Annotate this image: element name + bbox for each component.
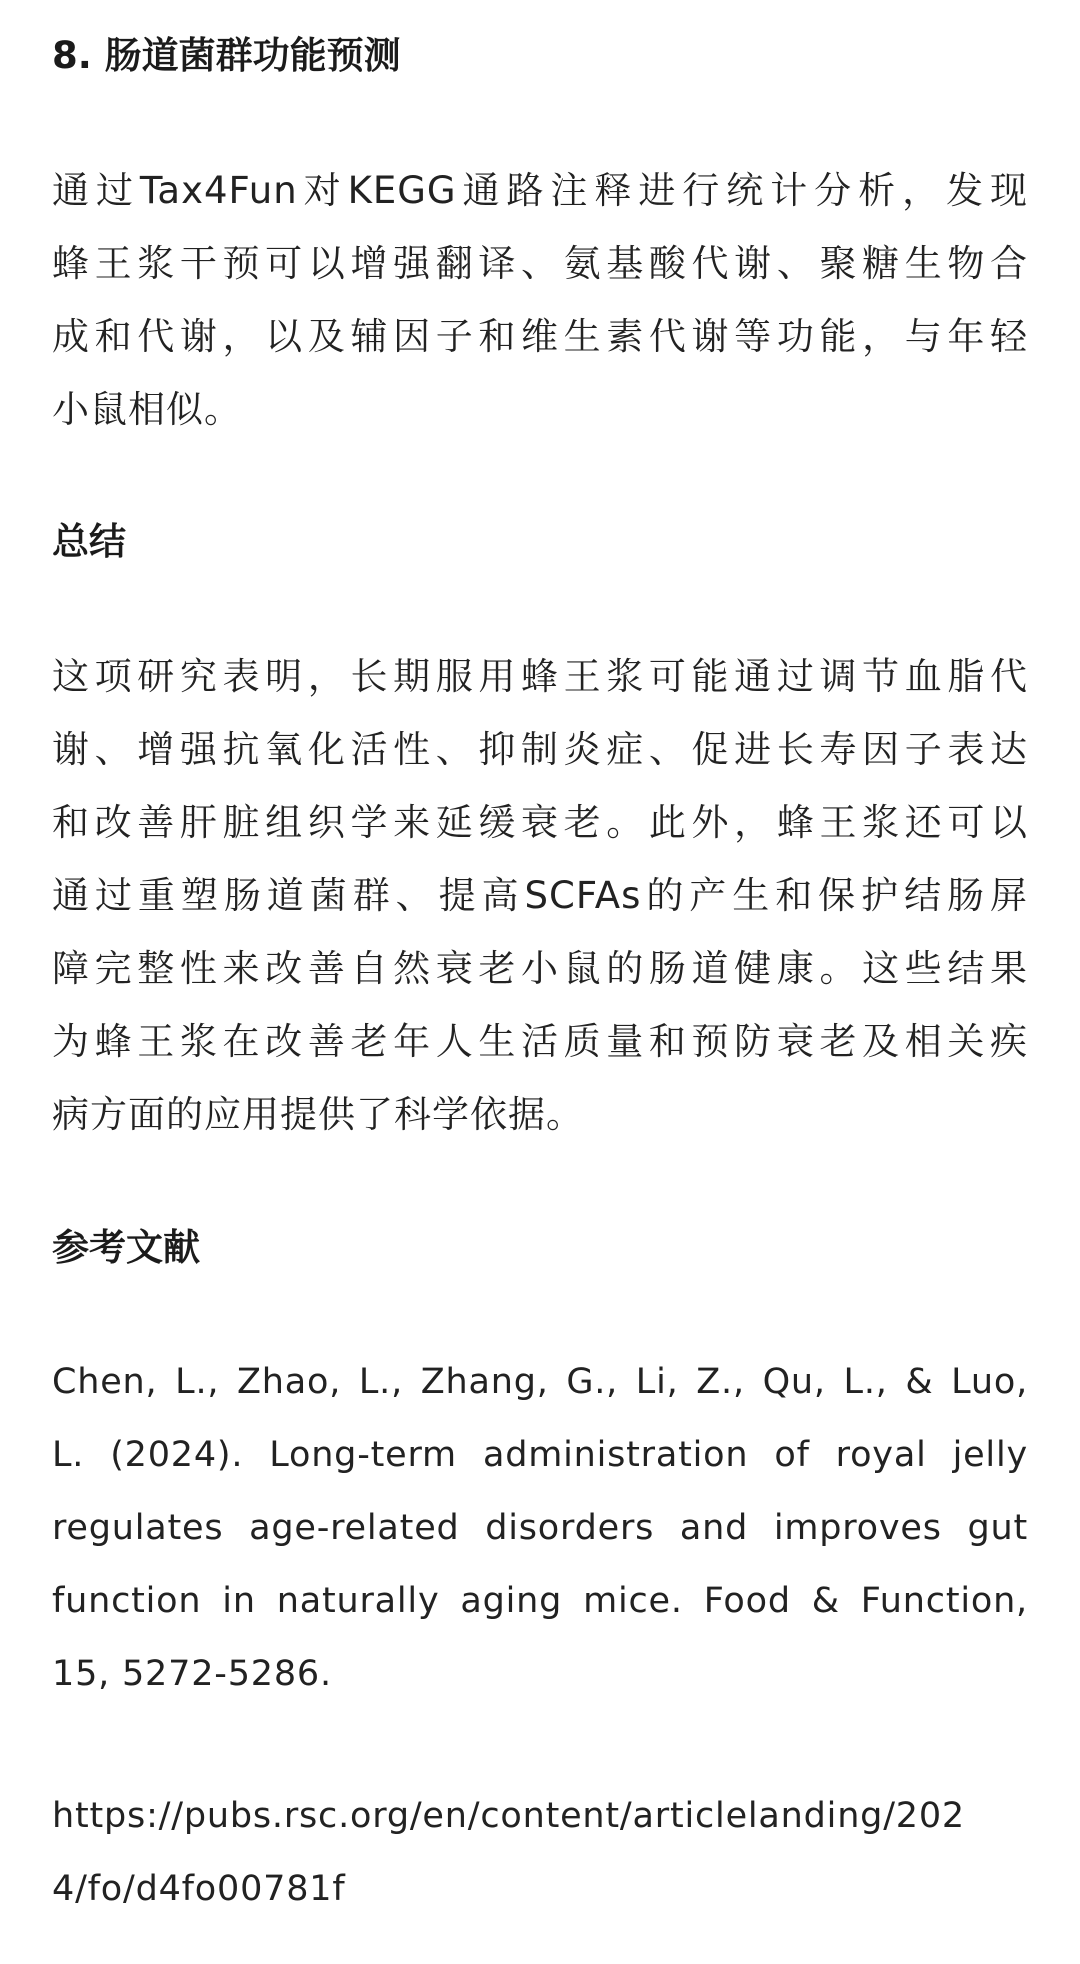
paragraph-line: 通过重塑肠道菌群、提高SCFAs的产生和保护结肠屏 — [52, 874, 1028, 917]
citation-line: Chen, L., Zhao, L., Zhang, G., Li, Z., Qu, L., & Luo, — [52, 1362, 1028, 1402]
citation-line: regulates age-related disorders and improves gut — [52, 1508, 1028, 1548]
paragraph-line: 病方面的应用提供了科学依据。 — [52, 1093, 584, 1136]
paragraph-line: 蜂王浆干预可以增强翻译、氨基酸代谢、聚糖生物合 — [52, 242, 1028, 285]
reference-citation — [52, 1346, 1028, 1711]
section-heading-references: 参考文献 — [52, 1226, 200, 1269]
url-line[interactable]: https://pubs.rsc.org/en/content/articlelanding/202 — [52, 1796, 965, 1836]
paragraph-line: 谢、增强抗氧化活性、抑制炎症、促进长寿因子表达 — [52, 728, 1028, 771]
paragraph-line: 这项研究表明，长期服用蜂王浆可能通过调节血脂代 — [52, 655, 1028, 698]
reference-url[interactable] — [52, 1780, 1028, 1926]
section-heading-gut-function: 8. 肠道菌群功能预测 — [52, 34, 401, 77]
paragraph-line: 和改善肝脏组织学来延缓衰老。此外，蜂王浆还可以 — [52, 801, 1028, 844]
paragraph-summary — [52, 640, 1028, 1151]
citation-line: 15, 5272-5286. — [52, 1654, 332, 1694]
paragraph-line: 通过Tax4Fun对KEGG通路注释进行统计分析，发现 — [52, 169, 1028, 212]
section-heading-summary: 总结 — [52, 520, 126, 563]
paragraph-line: 成和代谢，以及辅因子和维生素代谢等功能，与年轻 — [52, 315, 1028, 358]
paragraph-line: 小鼠相似。 — [52, 388, 242, 431]
citation-line: L. (2024). Long-term administration of royal jelly — [52, 1435, 1028, 1475]
paragraph-line: 障完整性来改善自然衰老小鼠的肠道健康。这些结果 — [52, 947, 1028, 990]
citation-line: function in naturally aging mice. Food & Function, — [52, 1581, 1028, 1621]
paragraph-line: 为蜂王浆在改善老年人生活质量和预防衰老及相关疾 — [52, 1020, 1028, 1063]
paragraph-gut-function — [52, 154, 1028, 446]
url-line[interactable]: 4/fo/d4fo00781f — [52, 1869, 346, 1909]
